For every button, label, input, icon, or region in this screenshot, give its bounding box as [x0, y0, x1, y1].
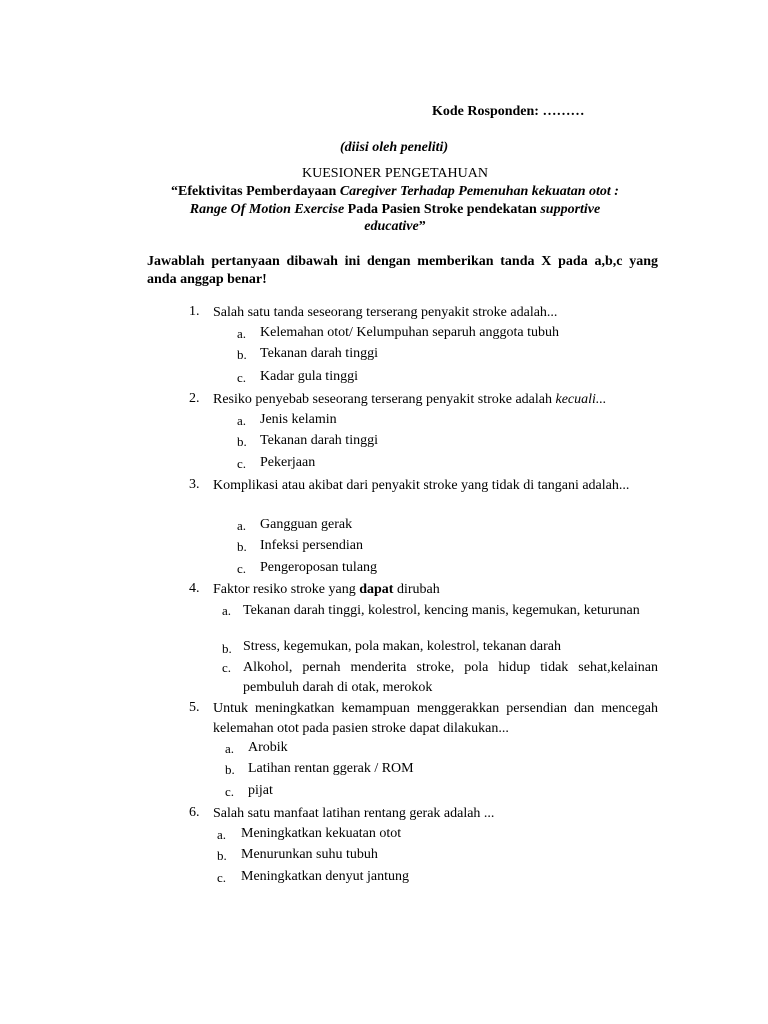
question-text: Salah satu manfaat latihan rentang gerak adalah ... — [213, 806, 495, 821]
question-number: 2. — [189, 391, 200, 406]
question-text: Untuk meningkatkan kemampuan menggerakkan persendian dan mencegah kelemahan otot pada pasien stroke dapat dilakukan... — [213, 701, 658, 736]
filled-by-researcher-note: (diisi oleh peneliti) — [340, 140, 449, 155]
option-label: b. — [237, 347, 247, 362]
option-label: c. — [225, 784, 235, 799]
question-text-italic: kecuali... — [555, 392, 607, 407]
option-label: b. — [222, 641, 232, 656]
subtitle-text: ” — [418, 219, 426, 234]
question-text — [213, 390, 658, 410]
option-label: b. — [217, 848, 227, 863]
subtitle-line-3 — [130, 219, 660, 235]
option-text[interactable]: pijat — [248, 783, 273, 798]
option-text[interactable]: Jenis kelamin — [260, 412, 337, 427]
respondent-code: Kode Rosponden: ……… — [432, 104, 585, 119]
option-label: a. — [217, 827, 227, 842]
option-label: a. — [237, 326, 247, 341]
subtitle-italic-text: Caregiver Terhadap Pemenuhan kekuatan otot : — [339, 184, 619, 199]
option-label: b. — [225, 762, 235, 777]
option-label: a. — [225, 741, 235, 756]
subtitle-text: Pada Pasien Stroke pendekatan — [344, 202, 541, 217]
option-text[interactable]: Kadar gula tinggi — [260, 369, 358, 384]
subtitle-italic-text: supportive — [540, 202, 601, 217]
option-text[interactable]: Latihan rentan ggerak / ROM — [248, 761, 414, 776]
option-label: c. — [222, 660, 232, 675]
option-text[interactable]: Menurunkan suhu tubuh — [241, 847, 378, 862]
instruction-text: Jawablah pertanyaan dibawah ini dengan memberikan tanda X pada a,b,c yang anda anggap benar! — [147, 254, 658, 287]
option-text[interactable]: Tekanan darah tinggi — [260, 433, 378, 448]
option-text[interactable]: Tekanan darah tinggi, kolestrol, kencing manis, kegemukan, keturunan — [243, 603, 640, 618]
option-label: b. — [237, 434, 247, 449]
option-label: c. — [217, 870, 227, 885]
option-label: a. — [237, 518, 247, 533]
subtitle-line-1 — [130, 184, 660, 200]
subtitle-italic-text: educative — [364, 219, 419, 234]
question-text: Komplikasi atau akibat dari penyakit stroke yang tidak di tangani adalah... — [213, 478, 630, 493]
question-number: 3. — [189, 477, 200, 492]
question-text: Salah satu tanda seseorang terserang penyakit stroke adalah... — [213, 305, 558, 320]
question-text-part: Faktor resiko stroke yang — [213, 582, 360, 597]
option-text[interactable]: Gangguan gerak — [260, 517, 353, 532]
option-text[interactable]: Pengeroposan tulang — [260, 560, 378, 575]
option-label: c. — [237, 561, 247, 576]
question-text-part: Resiko penyebab seseorang terserang penyakit stroke adalah — [213, 392, 556, 407]
option-text[interactable]: Pekerjaan — [260, 455, 316, 470]
option-label: b. — [237, 539, 247, 554]
option-text[interactable]: Infeksi persendian — [260, 538, 364, 553]
question-number: 1. — [189, 304, 200, 319]
page-title: KUESIONER PENGETAHUAN — [302, 166, 488, 181]
option-label: a. — [222, 603, 232, 618]
option-label: a. — [237, 413, 247, 428]
option-label: c. — [237, 456, 247, 471]
option-text[interactable]: Arobik — [248, 740, 288, 755]
question-text-bold: dapat — [359, 582, 394, 597]
option-text[interactable]: Tekanan darah tinggi — [260, 346, 378, 361]
option-text[interactable]: Meningkatkan kekuatan otot — [241, 826, 402, 841]
option-text[interactable]: Stress, kegemukan, pola makan, kolestrol, tekanan darah — [243, 639, 562, 654]
question-number: 6. — [189, 805, 200, 820]
question-text — [213, 580, 658, 600]
question-text-part: dirubah — [393, 582, 440, 597]
option-text[interactable]: Meningkatkan denyut jantung — [241, 869, 409, 884]
subtitle-italic-text: Range Of Motion Exercise — [189, 202, 345, 217]
option-label: c. — [237, 370, 247, 385]
subtitle-text: “Efektivitas Pemberdayaan — [171, 184, 340, 199]
question-number: 5. — [189, 700, 200, 715]
question-number: 4. — [189, 581, 200, 596]
option-text[interactable]: Alkohol, pernah menderita stroke, pola hidup tidak sehat,kelainan pembuluh darah di otak, merokok — [243, 660, 658, 695]
subtitle-line-2 — [130, 202, 660, 218]
option-text[interactable]: Kelemahan otot/ Kelumpuhan separuh anggota tubuh — [260, 325, 559, 340]
